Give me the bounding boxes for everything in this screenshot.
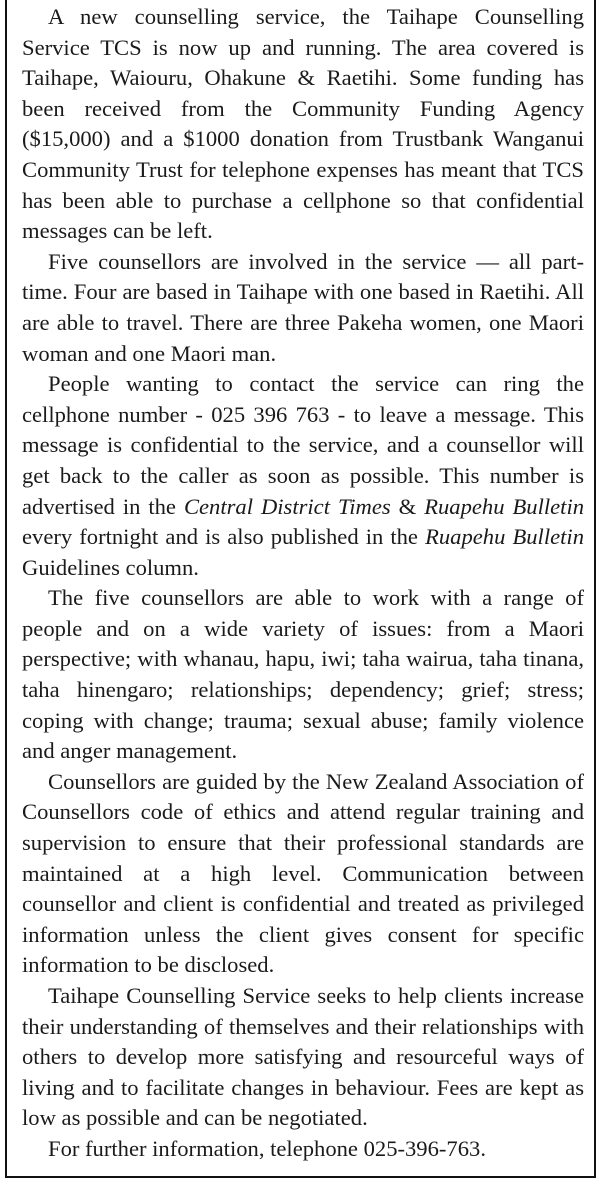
publication-name: Ruapehu Bulletin (424, 493, 585, 519)
publication-name: Ruapehu Bulletin (425, 524, 584, 550)
paragraph-text: The five counsellors are able to work with a range of people and on a wide variety of issues: from a Maori perspective; with whanau, hapu, iwi; taha wairua, taha tinana, taha hinengaro; relationships; dependency; grief; stress; coping with change; trauma; sexual abuse; family violence and anger management. (22, 585, 584, 764)
paragraph-aims (22, 981, 584, 1134)
paragraph-counsellors (22, 247, 584, 369)
paragraph-text: People wanting to contact the service can ring the cellphone number - 025 396 763 - to leave a message. This message is confidential to the service, and a counsellor will get back to the caller as soon as possible. This number is advertised in the (22, 371, 584, 519)
paragraph-text: Guidelines column. (22, 554, 199, 580)
paragraph-contact (22, 369, 584, 583)
paragraph-text: Counsellors are guided by the New Zealand Association of Counsellors code of ethics and attend regular training and supervision to ensure that their professional standards are maintained at a high level. Communication between counsellor and client is confidential and treated as privileged information unless the client gives consent for specific information to be disclosed. (22, 768, 584, 978)
publication-name: Central District Times (183, 493, 391, 519)
article-body (22, 2, 584, 1165)
paragraph-text: A new counselling service, the Taihape Counselling Service TCS is now up and running. The area covered is Taihape, Waiouru, Ohakune & Raetihi. Some funding has been received from the Community Funding Agency ($15,000) and a $1000 donation from Trustbank Wanganui Community Trust for telephone expenses has meant that TCS has been able to purchase a cellphone so that confidential messages can be left. (22, 4, 584, 244)
paragraph-text: Taihape Counselling Service seeks to help clients increase their understanding of themselves and their relationships with others to develop more satisfying and resourceful ways of living and to facilitate changes in behaviour. Fees are kept as low as possible and can be negotiated. (22, 983, 584, 1131)
paragraph-text: & (390, 493, 425, 519)
paragraph-issues (22, 583, 584, 767)
paragraph-further-info (22, 1134, 584, 1165)
paragraph-text: Five counsellors are involved in the service — all part-time. Four are based in Taihape with one based in Raetihi. All are able to travel. There are three Pakeha women, one Maori woman and one Maori man. (22, 248, 584, 366)
paragraph-text: For further information, telephone 025-396-763. (48, 1135, 486, 1161)
paragraph-intro (22, 2, 584, 247)
paragraph-text: every fortnight and is also published in the (22, 524, 426, 550)
paragraph-ethics (22, 767, 584, 981)
